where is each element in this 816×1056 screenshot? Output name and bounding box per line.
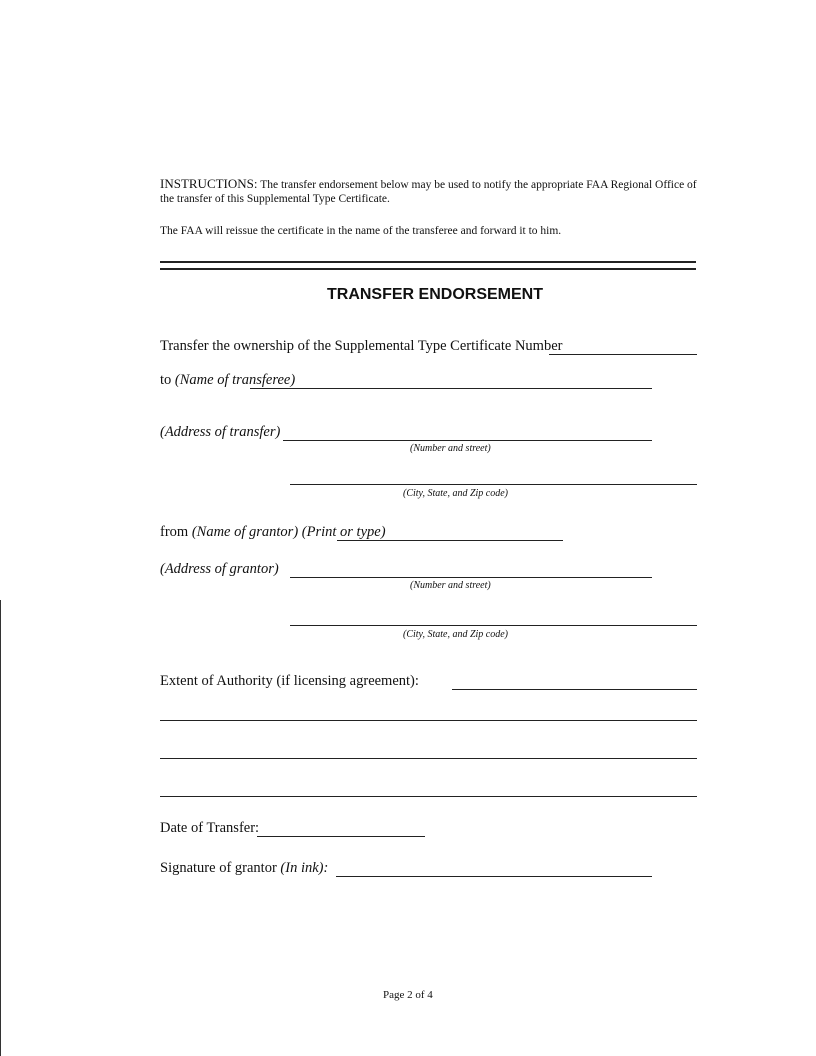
page-title: TRANSFER ENDORSEMENT [326,286,543,303]
signature-label: Signature of grantor [160,860,277,876]
certificate-number-field[interactable] [549,338,697,355]
reissue-note: The FAA will reissue the certificate in the name of the transferee and forward it to him. [160,225,562,237]
divider-bottom [160,268,696,270]
extent-line-3[interactable] [160,758,697,759]
number-street-caption: (Number and street) [410,443,491,454]
instructions-label: INSTRUCTIONS: [160,176,258,191]
grantor-label: (Name of grantor) (Print or type) [191,524,386,540]
date-label: Date of Transfer: [160,820,260,836]
instructions-line2: the transfer of this Supplemental Type Certificate. [160,193,390,205]
page-number: Page 2 of 4 [383,989,433,1001]
scan-edge [0,600,1,1056]
grantor-street-field[interactable] [290,561,652,578]
city-state-zip-caption-grantor: (City, State, and Zip code) [403,629,508,640]
transferee-city-field[interactable] [290,468,697,485]
transferee-street-field[interactable] [283,424,652,441]
extent-label: Extent of Authority (if licensing agreement): [160,673,419,689]
date-field[interactable] [257,820,425,837]
instructions-text: The transfer endorsement below may be used to notify the appropriate FAA Regional Office of [260,179,697,191]
certificate-number-label: Transfer the ownership of the Supplemental Type Certificate Number [160,338,563,354]
number-street-caption-grantor: (Number and street) [410,580,491,591]
address-transfer-label: (Address of transfer) [160,424,281,440]
transferee-name-field[interactable] [250,372,652,389]
instructions-line1 [160,176,697,192]
grantor-city-field[interactable] [290,609,697,626]
from-prefix: from [160,524,189,540]
grantor-name-field[interactable] [337,524,563,541]
extent-line-4[interactable] [160,796,697,797]
address-grantor-label: (Address of grantor) [160,561,279,577]
extent-field[interactable] [452,673,697,690]
signature-label-row [160,860,328,877]
city-state-zip-caption: (City, State, and Zip code) [403,488,508,499]
divider-top [160,261,696,263]
signature-field[interactable] [336,860,652,877]
transferee-label: (Name of transferee) [174,372,296,388]
signature-hint: (In ink): [280,860,329,876]
to-prefix: to [160,372,172,388]
extent-line-2[interactable] [160,720,697,721]
